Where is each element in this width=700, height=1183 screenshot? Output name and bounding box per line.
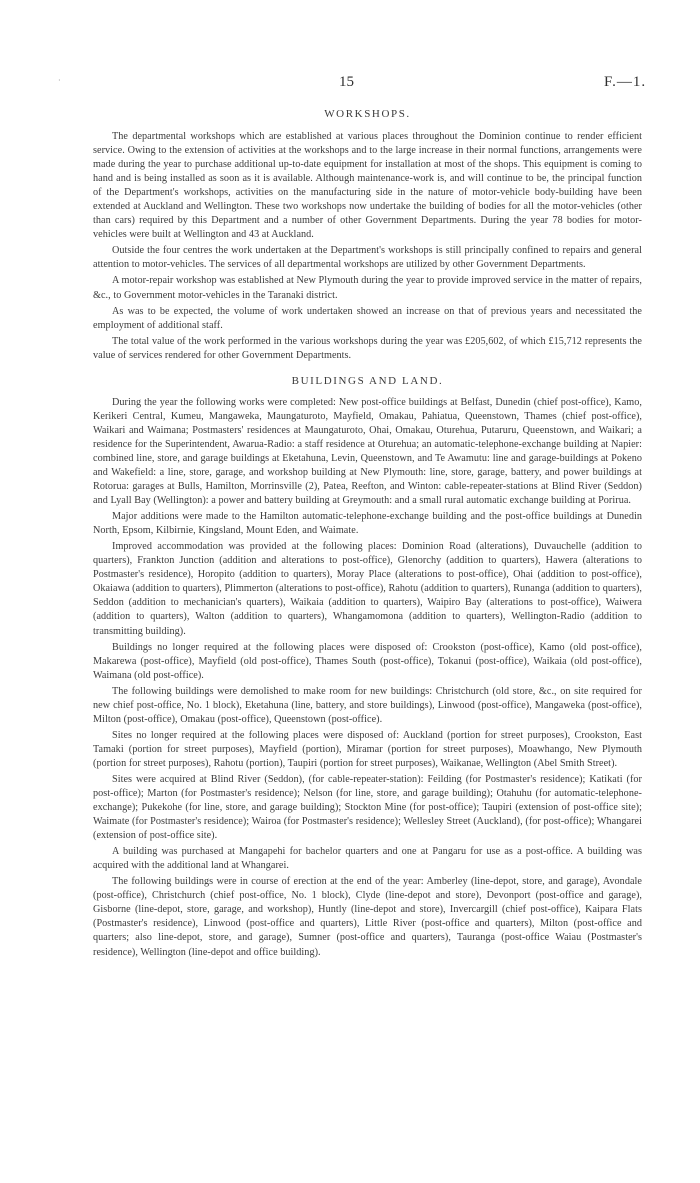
margin-mark: · (58, 76, 61, 85)
paragraph: A building was purchased at Mangapehi for bachelor quarters and one at Pangaru for use as a post-office. A building was acquired with the additional land at Whangarei. (93, 846, 642, 872)
paragraph: The total value of the work performed in the various workshops during the year was £205,602, of which £15,712 represents the value of services rendered for other Government Departments. (93, 335, 642, 361)
body-text (93, 108, 642, 962)
paragraph: The departmental workshops which are established at various places throughout the Dominion continue to render efficient service. Owing to the extension of activities at the workshops and to the large increase in their normal functions, arrangements were made during the year to purchase additional up-to-date equipment for installation at most of the shops. This equipment is coming to hand and is being installed as soon as it is available. Although maintenance-work is, and will continue to be, the principal function of the Department's workshops, activities on the manufacturing side in the nature of motor-vehicle body-building have been extended at Auckland and Wellington. These two workshops now undertake the building of bodies for all the motor-vehicles (other than cars) required by this Department and a number of other Government Departments. During the year 78 bodies for motor-vehicles were built at Wellington and 43 at Auckland. (93, 131, 642, 241)
page-header (0, 74, 700, 94)
paragraph: As was to be expected, the volume of work undertaken showed an increase on that of previous years and necessitated the employment of additional staff. (93, 305, 642, 331)
page-number: 15 (339, 74, 354, 90)
paragraph: Sites were acquired at Blind River (Seddon), (for cable-repeater-station): Feilding (for Postmaster's residence); Katikati (for post-office); Marton (for Postmaster's residence); Nelson (for line, store, and garage building); Otahuhu (for automatic-telephone-exchange); Pukekohe (for line, store, and garage building); Stockton Mine (for post-office); Taupiri (extension of post-office site); Waimate (for Postmaster's residence); Wairoa (for Postmaster's residence); Wellesley Street (Auckland), (for post-office); Whangarei (extension of post-office site). (93, 773, 642, 842)
paragraph: The following buildings were in course of erection at the end of the year: Amberley (line-depot, store, and garage), Avondale (post-office), Christchurch (chief post-office, No. 1 block), Clyde (line-depot and store), Devonport (post-office and garage), Gisborne (line-depot, store, garage, and workshop), Huntly (line-depot and store), Invercargill (chief post-office), Kaipara Flats (Postmaster's residence), Linwood (post-office and quarters), Little River (post-office and quarters), Milton (post-office and quarters; also line-depot, store, and garage), Sumner (post-office and quarters), Tauranga (post-office Waiau (Postmaster's residence), Wellington (line-depot and office building). (93, 876, 642, 958)
section-heading-workshops: WORKSHOPS. (324, 108, 411, 120)
paragraph: Major additions were made to the Hamilton automatic-telephone-exchange building and the post-office buildings at Dunedin North, Epsom, Kilbirnie, Kingsland, Mount Eden, and Waimate. (93, 511, 642, 537)
paragraph: Outside the four centres the work undertaken at the Department's workshops is still principally confined to repairs and general attention to motor-vehicles. The services of all departmental workshops are utilized by other Government Departments. (93, 245, 642, 271)
section-heading-buildings-and-land: BUILDINGS AND LAND. (291, 374, 444, 387)
paragraph: A motor-repair workshop was established at New Plymouth during the year to provide improved service in the matter of repairs, &c., to Government motor-vehicles in the Taranaki district. (93, 275, 642, 301)
paragraph: During the year the following works were completed: New post-office buildings at Belfast, Dunedin (chief post-office), Kamo, Kerikeri Central, Kumeu, Mangaweka, Maungaturoto, Mayfield, Omakau, Pahiatua, Queenstown, Thames (chief post-office), Waikari and Waimana; Postmasters' residences at Maungaturoto, Ohai, Omakau, Oturehua, Putaruru, Queenstown, and Waikari; a residence for the Superintendent, Awarua-Radio: a staff residence at Oturehua; an automatic-telephone-exchange building at Napier: combined line, store, and garage buildings at Eketahuna, Levin, Queenstown, and Te Awamutu: line and garage-buildings at Pokeno and Wakefield: a line, store, garage, and workshop building at New Plymouth: line, store, garage, battery, and power buildings at Rotorua: garages at Bulls, Hamilton, Morrinsville (2), Patea, Reefton, and Winton: cable-repeater-stations at Blind River (Seddon) and Lyall Bay (Wellington): a power and battery building at Greymouth: and a small rural automatic exchange building at Porirua. (93, 396, 642, 507)
paragraph: Buildings no longer required at the following places were disposed of: Crookston (post-office), Kamo (old post-office), Makarewa (post-office), Mayfield (old post-office), Thames South (post-office), Tokanui (post-office), Waikaia (old post-office), Waimana (old post-office). (93, 641, 642, 681)
paragraph: Sites no longer required at the following places were disposed of: Auckland (portion for street purposes), Crookston, East Tamaki (portion for street purposes), Mayfield (portion), Miramar (portion for street purposes), Moawhango, New Plymouth (portion for street purposes), Rahotu (portion), Taupiri (portion for street purposes), Waikanae, Wellington (Abel Smith Street). (93, 729, 642, 769)
paragraph: The following buildings were demolished to make room for new buildings: Christchurch (old store, &c., on site required for new chief post-office, No. 1 block), Eketahuna (line, battery, and store buildings), Linwood (post-office), Mangaweka (post-office), Milton (post-office), Omakau (post-office), Queenstown (post-office). (93, 685, 642, 725)
paragraph: Improved accommodation was provided at the following places: Dominion Road (alterations), Duvauchelle (addition to quarters), Frankton Junction (addition and alterations to post-office), Glenorchy (addition to quarters), Hawera (alterations to Postmaster's residence), Horopito (addition to quarters), Moray Place (alterations to post-office), Ohai (addition to post-office), Okaiawa (addition to quarters), Plimmerton (alterations to post-office), Rahotu (addition to quarters), Runanga (addition to quarters), Seddon (addition to mechanician's quarters), Waikaia (addition to quarters), Waipiro Bay (alterations to post-office), Waiwera (addition to quarters), Walton (addition to quarters), Whangamomona (addition to quarters), Wellington-Radio (addition to transmitting building). (93, 541, 642, 637)
document-reference: F.—1. (604, 74, 647, 90)
